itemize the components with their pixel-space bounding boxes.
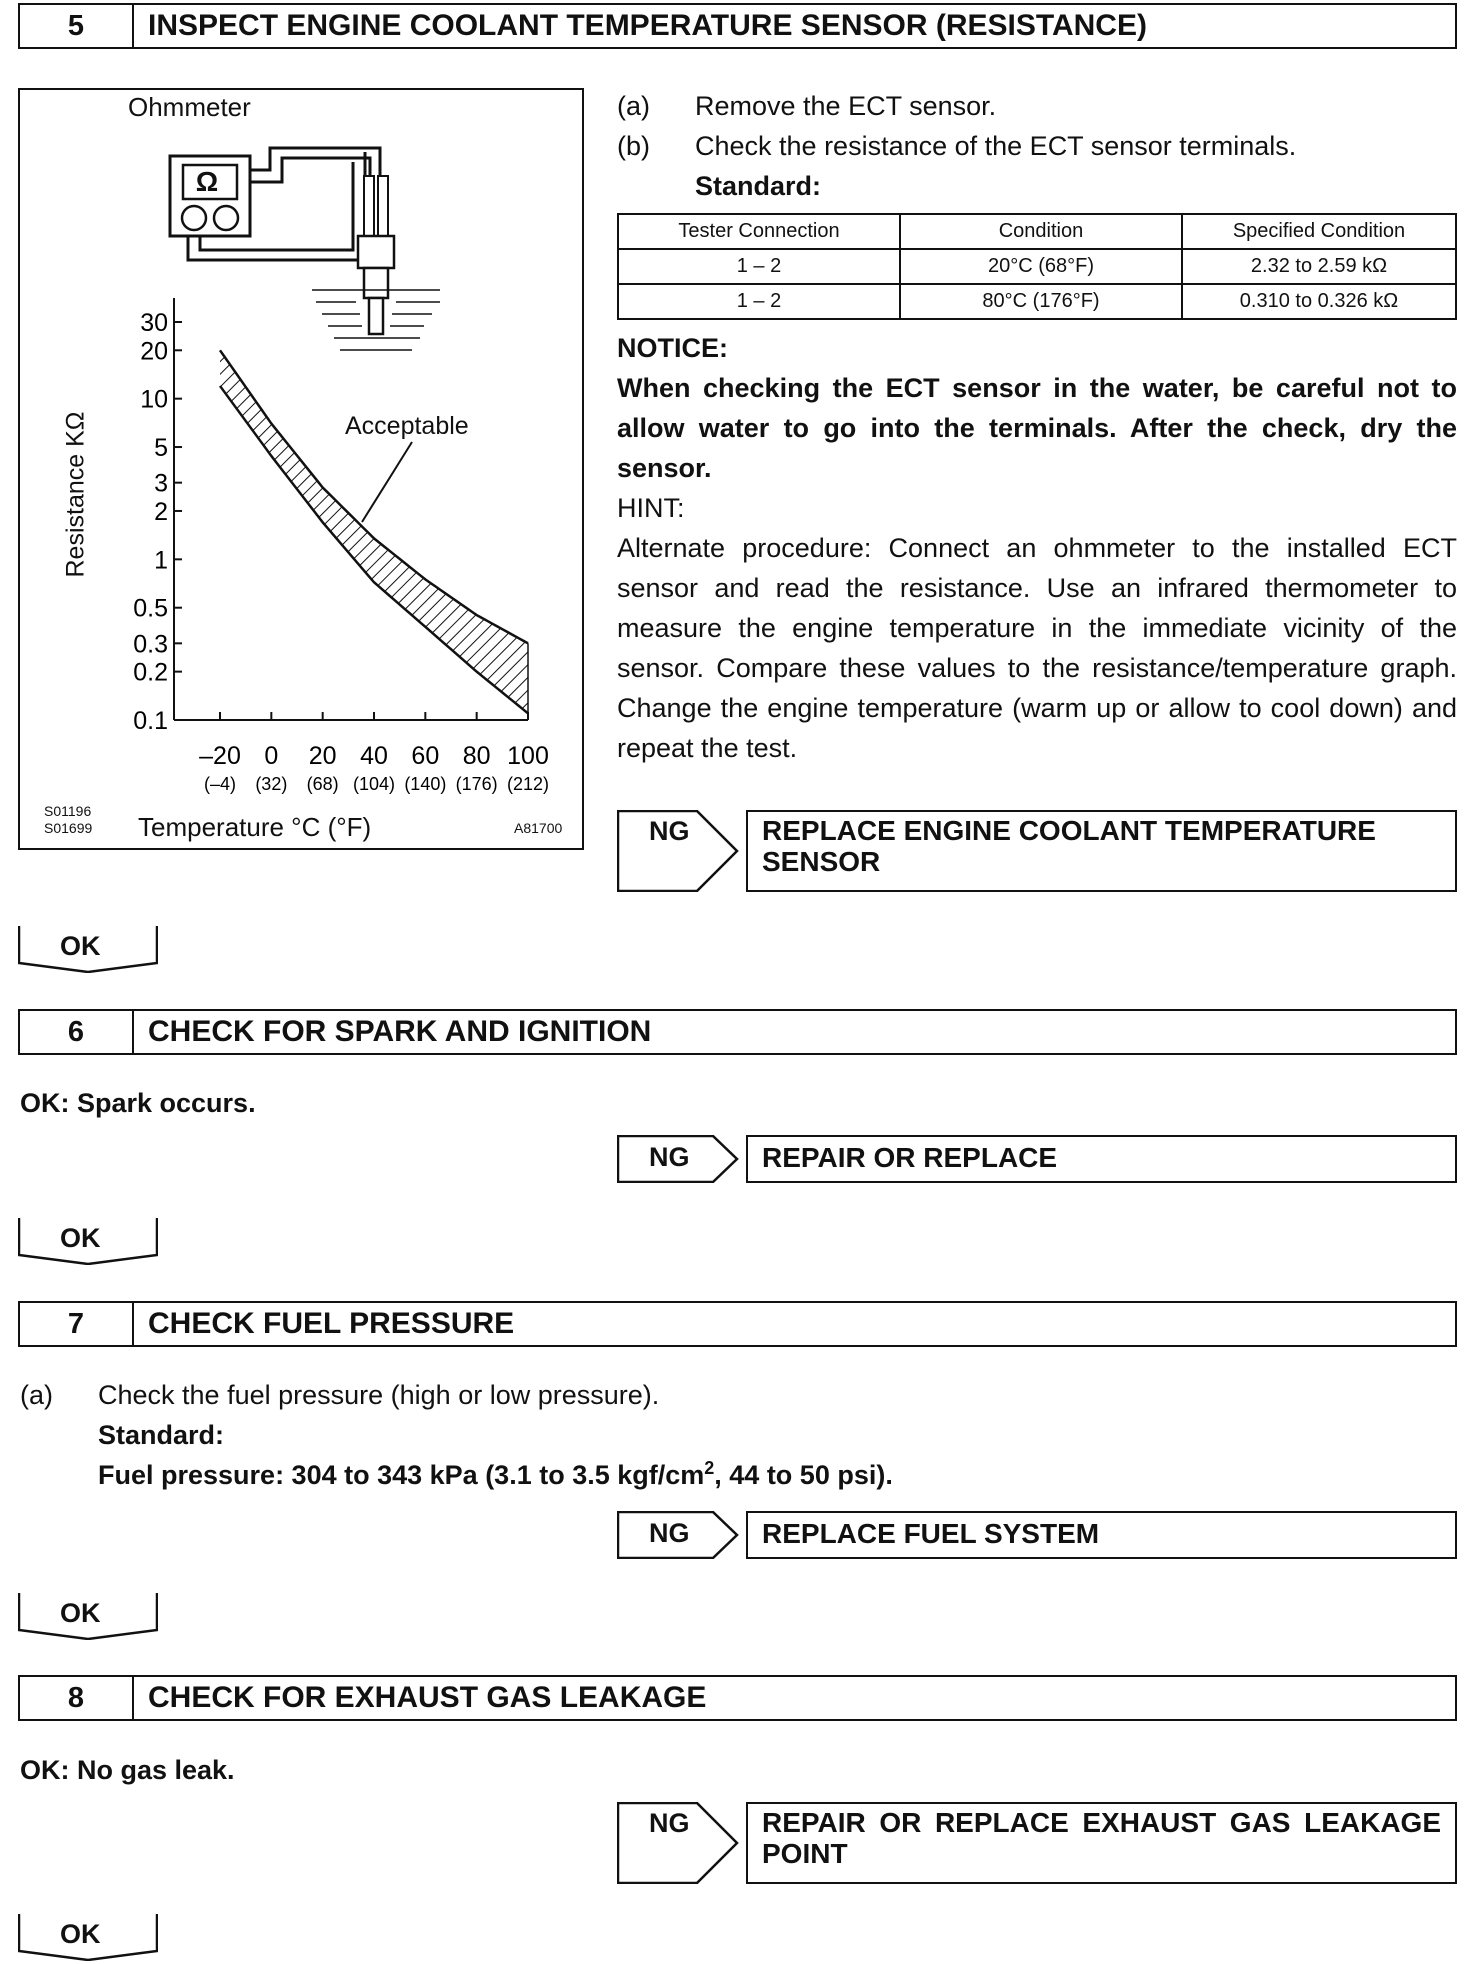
y-tick-label: 3 xyxy=(154,469,168,498)
x-tick-label-f: (176) xyxy=(455,774,498,794)
step-5-standard-label: Standard: xyxy=(695,171,822,201)
spec-cell: 1 – 2 xyxy=(618,284,900,319)
y-tick-label: 1 xyxy=(154,546,168,575)
step-8-title: CHECK FOR EXHAUST GAS LEAKAGE xyxy=(148,1681,707,1714)
x-tick-label-c: 80 xyxy=(462,742,491,770)
step-7-standard-label: Standard: xyxy=(98,1420,225,1450)
step-7-ng-row xyxy=(617,1511,1457,1559)
ng-tag xyxy=(617,1135,740,1183)
ect-sensor-icon xyxy=(312,176,440,350)
ng-tag xyxy=(617,1511,740,1559)
ng-label: NG xyxy=(649,816,690,846)
step-6-ok-tag xyxy=(18,1217,158,1265)
step-5-instruction-b xyxy=(617,126,1296,166)
fuel-pressure-spec xyxy=(98,1455,893,1495)
notice-label: NOTICE: xyxy=(617,333,728,363)
acceptable-band xyxy=(220,350,528,713)
step-7-number: 7 xyxy=(20,1303,134,1345)
spec-cell: 1 – 2 xyxy=(618,249,900,284)
ng-label: NG xyxy=(649,1142,690,1172)
x-tick-label-c: 0 xyxy=(264,742,279,770)
step-7-instruction xyxy=(20,1375,659,1415)
spec-table-header-row xyxy=(618,214,1456,249)
step-5-remedy: REPLACE ENGINE COOLANT TEMPERATURE SENSOR xyxy=(746,810,1457,892)
instruction-a-text: Remove the ECT sensor. xyxy=(695,91,997,121)
ok-label: OK xyxy=(60,1919,101,1949)
y-tick-label: 0.5 xyxy=(133,594,168,623)
hint-label: HINT: xyxy=(617,493,685,523)
x-tick-label-c: –20 xyxy=(199,742,241,770)
ok-label: OK xyxy=(60,931,101,961)
fuel-spec-superscript: 2 xyxy=(704,1458,715,1478)
ect-figure-svg xyxy=(20,90,582,848)
ng-tag xyxy=(617,810,740,892)
fuel-spec-text-end: , 44 to 50 psi). xyxy=(714,1460,893,1490)
x-tick-label-f: (68) xyxy=(306,774,339,794)
ok-label: OK xyxy=(60,1223,101,1253)
ohmmeter-label: Ohmmeter xyxy=(128,92,251,122)
ect-figure xyxy=(18,88,584,850)
x-tick-label-c: 20 xyxy=(308,742,337,770)
x-tick-label-f: (212) xyxy=(506,774,550,794)
y-tick-label: 10 xyxy=(140,385,168,414)
x-tick-label-c: 60 xyxy=(411,742,440,770)
step-5-ok-tag xyxy=(18,925,158,973)
step-5-ng-row xyxy=(617,810,1457,892)
x-tick-label-f: (104) xyxy=(352,774,396,794)
y-axis-label: Resistance KΩ xyxy=(61,411,90,578)
x-tick-label-c: 100 xyxy=(507,742,549,770)
step-7-remedy: REPLACE FUEL SYSTEM xyxy=(746,1511,1457,1559)
step-7-header xyxy=(18,1301,1457,1347)
instruction-text: Check the fuel pressure (high or low pressure). xyxy=(98,1380,660,1410)
x-axis-label: Temperature °C (°F) xyxy=(138,812,372,842)
step-6-ng-row xyxy=(617,1135,1457,1183)
step-8-ok-tag xyxy=(18,1913,158,1961)
upper-limit-line xyxy=(220,350,528,643)
x-tick-label-f: (32) xyxy=(255,774,288,794)
x-tick-label-f: (140) xyxy=(404,774,447,794)
acceptable-label: Acceptable xyxy=(345,412,469,440)
notice-text: When checking the ECT sensor in the water, be careful not to allow water to go into the terminals. After the check, dry the sensor. xyxy=(617,373,1457,483)
y-tick-label: 20 xyxy=(140,337,168,366)
table-row xyxy=(618,284,1456,319)
instruction-a-marker: (a) xyxy=(617,91,650,121)
x-tick-label-f: (–4) xyxy=(203,774,237,794)
spec-table xyxy=(617,213,1457,320)
y-tick-label: 0.3 xyxy=(133,630,168,659)
ohmmeter-icon xyxy=(170,148,380,260)
instruction-b-text: Check the resistance of the ECT sensor terminals. xyxy=(695,131,1297,161)
figure-code-1: S01196 xyxy=(44,803,92,819)
step-8-remedy: REPAIR OR REPLACE EXHAUST GAS LEAKAGE POINT xyxy=(746,1802,1457,1884)
spec-cell: 20°C (68°F) xyxy=(900,249,1182,284)
step-8-ng-row xyxy=(617,1802,1457,1884)
step-8-header xyxy=(18,1675,1457,1721)
acceptable-leader xyxy=(362,442,412,522)
ok-label: OK xyxy=(60,1598,101,1628)
y-tick-label: 0.2 xyxy=(133,658,168,687)
ng-label: NG xyxy=(649,1808,690,1838)
step-7-ok-tag xyxy=(18,1592,158,1640)
table-row xyxy=(618,249,1456,284)
x-tick-label-c: 40 xyxy=(360,742,388,770)
spec-cell: 0.310 to 0.326 kΩ xyxy=(1182,284,1456,319)
step-6-ok-condition: OK: Spark occurs. xyxy=(20,1088,256,1118)
ng-tag xyxy=(617,1802,740,1884)
spec-header-cell: Tester Connection xyxy=(618,214,900,249)
instruction-b-marker: (b) xyxy=(617,131,650,161)
step-8-ok-condition: OK: No gas leak. xyxy=(20,1755,235,1785)
fuel-spec-text: Fuel pressure: 304 to 343 kPa (3.1 to 3.5 kgf/cm xyxy=(98,1460,705,1490)
spec-header-cell: Condition xyxy=(900,214,1182,249)
spec-cell: 80°C (176°F) xyxy=(900,284,1182,319)
instruction-marker: (a) xyxy=(20,1380,53,1410)
spec-cell: 2.32 to 2.59 kΩ xyxy=(1182,249,1456,284)
step-7-title: CHECK FUEL PRESSURE xyxy=(148,1307,515,1340)
step-6-title: CHECK FOR SPARK AND IGNITION xyxy=(148,1015,652,1048)
hint-text: Alternate procedure: Connect an ohmmeter to the installed ECT sensor and read the resistance. Use an infrared thermometer to measure the engine temperature in the immediate vicinity of the sensor. Compare these values to the resistance/temperature graph. Change the engine temperature (warm up or allow to cool down) and repeat the test. xyxy=(617,533,1457,763)
step-5-instruction-a xyxy=(617,86,996,126)
step-5-title: INSPECT ENGINE COOLANT TEMPERATURE SENSOR (RESISTANCE) xyxy=(148,9,1147,42)
step-6-header xyxy=(18,1009,1457,1055)
step-5-header xyxy=(18,3,1457,49)
y-tick-label: 5 xyxy=(154,434,168,463)
step-8-number: 8 xyxy=(20,1677,134,1719)
y-tick-label: 30 xyxy=(140,309,168,337)
y-tick-label: 2 xyxy=(154,497,168,526)
figure-code-2: S01699 xyxy=(44,820,93,836)
ohm-symbol: Ω xyxy=(195,166,219,197)
ng-label: NG xyxy=(649,1518,690,1548)
step-6-number: 6 xyxy=(20,1011,134,1053)
figure-code-3: A81700 xyxy=(514,820,563,836)
step-6-remedy: REPAIR OR REPLACE xyxy=(746,1135,1457,1183)
spec-header-cell: Specified Condition xyxy=(1182,214,1456,249)
step-5-number: 5 xyxy=(20,5,134,47)
y-tick-label: 0.1 xyxy=(133,707,168,735)
